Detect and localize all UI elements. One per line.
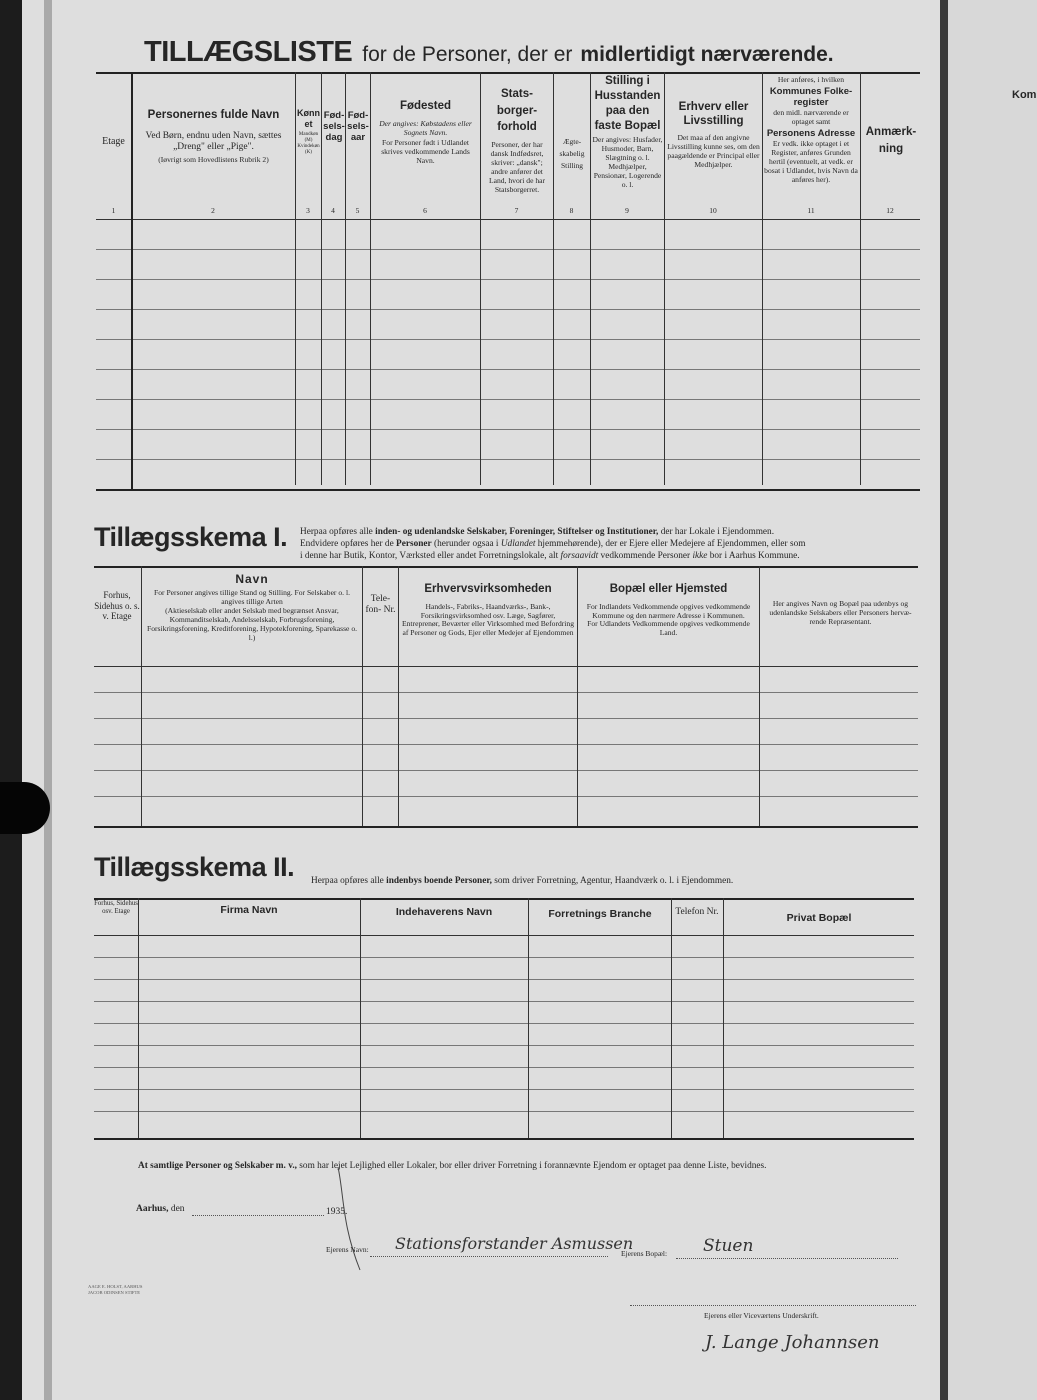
col-statsborger	[482, 86, 552, 195]
column-number: 5	[355, 206, 360, 215]
table-row-line	[94, 1023, 914, 1024]
col-folkeregister-note: Er vedk. ikke optaget i et Register, anføres Grunden hertil (eventuelt, at vedk. er bosat i Udlandet, hvis Navn da anføres her).	[764, 139, 858, 185]
s1-col-erhverv-note: Handels-, Fabriks-, Haandværks-, Bank-, Forsikringsvirksomhed osv. Læge, Sagfører, Entreprenør, Beværter eller Virksomhed med Befordring af Personer og Gods, Ejer eller Medejer af Ejendommen	[402, 601, 575, 638]
s2-col-indehaver: Indehaverens Navn	[395, 906, 493, 918]
next-page-fragment: Kom	[1012, 89, 1037, 101]
signature-label: Ejerens eller Viceværtens Underskrift.	[704, 1311, 819, 1320]
col-folkeregister-c: den midl. nærværende er optaget samt	[773, 108, 849, 127]
column-number: 1	[111, 206, 116, 215]
col-erhverv-note: Det maa af den angivne Livsstilling kunne ses, om den paagældende er Principal eller Medhjælper.	[667, 133, 760, 169]
schema2-description: Herpaa opføres alle indenbys boende Personer, som driver Forretning, Agentur, Haandværk o. l. i Ejendommen.	[311, 876, 734, 886]
col-anmaerkning: Anmærk- ning	[865, 126, 917, 156]
table-row-line	[94, 1089, 914, 1090]
col-foedselsaar: Fød- sels- aar	[347, 110, 369, 144]
signature-field[interactable]	[630, 1305, 916, 1307]
place-date-line: Aarhus, den	[136, 1204, 185, 1214]
col-etage: Etage	[102, 136, 125, 147]
column-number: 8	[569, 206, 574, 215]
col-navn-title: Personernes fulde Navn	[147, 109, 280, 121]
table-row-line	[94, 770, 918, 771]
table-row-line	[94, 1045, 914, 1046]
col-foedested-note: Der angives: Købstadens eller Sognets Navn.	[379, 118, 472, 137]
binding-edge	[44, 0, 52, 1400]
col-folkeregister-adresse: Personens Adresse	[766, 128, 856, 140]
s1-col-bopael-foreign: For Udlandets Vedkommende opgives vedkommende Land.	[587, 619, 750, 638]
table-row-line	[96, 309, 920, 310]
column-number: 4	[331, 206, 335, 215]
year-printed: 1935.	[326, 1207, 348, 1217]
column-number: 12	[886, 206, 894, 215]
table-row-line	[96, 249, 920, 250]
table-row-line	[94, 796, 918, 797]
column-number: 9	[625, 206, 629, 215]
table-row-line	[96, 429, 920, 430]
table-row-line	[94, 979, 914, 980]
schema1-title: Tillægsskema I.	[94, 522, 288, 552]
column-number: 6	[423, 206, 427, 215]
schema2-title: Tillægsskema II.	[94, 852, 295, 882]
s1-col-erhverv-title: Erhvervsvirksomheden	[424, 583, 552, 595]
s1-col-repraesentant: Her angives Navn og Bopæl paa udenbys og udenlandske Selskabers eller Personers herværende Repræsentant.	[769, 599, 912, 626]
table-row-line	[94, 744, 918, 745]
table-row-line	[94, 957, 914, 958]
owner-address-value: Stuen	[703, 1236, 754, 1256]
declaration: At samtlige Personer og Selskaber m. v., som har lejet Lejlighed eller Lokaler, bor eller driver Forretning i forannævnte Ejendom er optaget paa denne Liste, bevidnes.	[138, 1161, 767, 1171]
binder-clip	[0, 782, 50, 834]
table-row-line	[94, 1067, 914, 1068]
schema1-description: Herpaa opføres alle inden- og udenlandske Selskaber, Foreninger, Stiftelser og Institutioner, der har Lokale i Ejendommen. Endvidere opføres her de Personer (herunder ogsaa i Udlandet hjemmehørende), der er Ejere eller Medejere af Ejendommen, eller som i denne har Butik, Kontor, Værksted eller andet Forretningslokale, alt forsaavidt vedkommende Personer ikke bor i Aarhus Kommune.	[300, 527, 806, 562]
s2-col-branche: Forretnings Branche	[548, 908, 652, 920]
owner-name-label: Ejerens Navn:	[326, 1245, 369, 1254]
col-aegteskab: Ægte- skabelig Stilling	[559, 137, 585, 170]
table-row-line	[96, 339, 920, 340]
col-navn-ref: (Iøvrigt som Hovedlistens Rubrik 2)	[158, 154, 269, 164]
table-row-line	[96, 459, 920, 460]
table-row-line	[94, 1111, 914, 1112]
column-number: 2	[211, 206, 215, 215]
s1-col-navn-title: Navn	[235, 572, 269, 586]
col-koennet-note: Mandkøn (M) Kvindekøn (K)	[297, 132, 320, 155]
col-koennet-title: Kønnet	[297, 108, 320, 129]
next-page	[948, 0, 1037, 1400]
table-row-line	[96, 399, 920, 400]
owner-address-field[interactable]	[676, 1258, 898, 1260]
col-folkeregister-title: Kommunes Folke- register	[769, 85, 853, 109]
s1-col-navn	[146, 572, 358, 643]
col-foedselsdag: Fød- sels- dag	[323, 110, 345, 144]
table-row-line	[94, 692, 918, 693]
column-number: 7	[514, 206, 519, 215]
col-erhverv	[666, 101, 761, 170]
s2-col-bopael: Privat Bopæl	[786, 912, 852, 924]
col-navn-note: Ved Børn, endnu uden Navn, sættes „Dreng" eller „Pige".	[145, 130, 282, 152]
table-row-line	[96, 369, 920, 370]
col-foedested-foreign: For Personer født i Udlandet skrives vedkommende Lands Navn.	[381, 138, 470, 166]
owner-name-field[interactable]	[370, 1256, 608, 1258]
s1-col-erhverv	[402, 583, 574, 638]
col-statsborger-note: Personer, der har dansk Indfødsret, skriver: „dansk"; andre anfører det Land, hvori de har Statsborgerret.	[488, 140, 546, 194]
column-number: 3	[306, 206, 310, 215]
col-statsborger-title: Stats- borger- forhold	[496, 88, 538, 134]
s1-col-telefon: Tele- fon- Nr.	[365, 594, 396, 616]
s1-col-navn-note: For Personer angives tillige Stand og Stilling. For Selskaber o. l. angives tillige Arten	[154, 588, 350, 607]
printer-mark: AAGE E. HOLST, AARHUS JACOB ODINSEN STIFTE	[88, 1284, 143, 1296]
column-number: 10	[709, 206, 717, 215]
col-erhverv-title: Erhverv eller Livsstilling	[678, 101, 749, 127]
table-row-line	[94, 1001, 914, 1002]
column-number: 11	[807, 206, 815, 215]
title-for: for de Personer, der er	[362, 43, 573, 66]
s1-col-etage: Forhus, Sidehus o. s. v. Etage	[94, 590, 140, 622]
owner-name-value: Stationsforstander Asmussen	[395, 1234, 634, 1253]
title-main: TILLÆGSLISTE	[144, 36, 353, 68]
col-stilling-note: Der angives: Husfader, Husmoder, Barn, Slægtning o. l. Medhjælper, Pensionær, Logerende o. l.	[592, 134, 663, 189]
table-row-line	[96, 279, 920, 280]
s2-col-telefon: Telefon Nr.	[675, 907, 719, 917]
date-field[interactable]	[192, 1215, 324, 1217]
col-folkeregister	[763, 76, 859, 185]
page-title	[144, 36, 834, 69]
col-navn	[136, 109, 291, 165]
s2-col-etage: Forhus, Sidehus osv. Etage	[94, 900, 138, 916]
col-foedested	[373, 100, 478, 166]
signature-value: J. Lange Johannsen	[705, 1332, 880, 1353]
col-stilling-title: Stilling i Husstanden paa den faste Bopæl	[594, 75, 661, 132]
owner-address-label: Ejerens Bopæl:	[621, 1249, 668, 1258]
s1-col-navn-types: (Aktieselskab eller andet Selskab med begrænset Ansvar, Kommanditselskab, Andelsselskab, Forbrugsforening, Forsikringsforening, Kreditforening, Hypotekforening, Sparekasse o. l.)	[146, 606, 358, 642]
s2-col-firma: Firma Navn	[220, 904, 278, 916]
s1-col-bopael-title: Bopæl eller Hjemsted	[609, 583, 728, 595]
table-row-line	[94, 718, 918, 719]
title-bold: midlertidigt nærværende.	[580, 43, 834, 66]
s1-col-bopael-note: For Indlandets Vedkommende opgives vedkommende Kommune og den nærmere Adresse i Kommunen.	[586, 601, 751, 620]
pen-stroke	[320, 1165, 380, 1275]
col-foedested-title: Fødested	[399, 100, 452, 112]
col-stilling-husstand	[592, 74, 663, 189]
col-folkeregister-a: Her anføres, i hvilken	[777, 75, 845, 84]
s1-col-bopael	[582, 583, 755, 638]
col-koennet	[296, 108, 321, 156]
